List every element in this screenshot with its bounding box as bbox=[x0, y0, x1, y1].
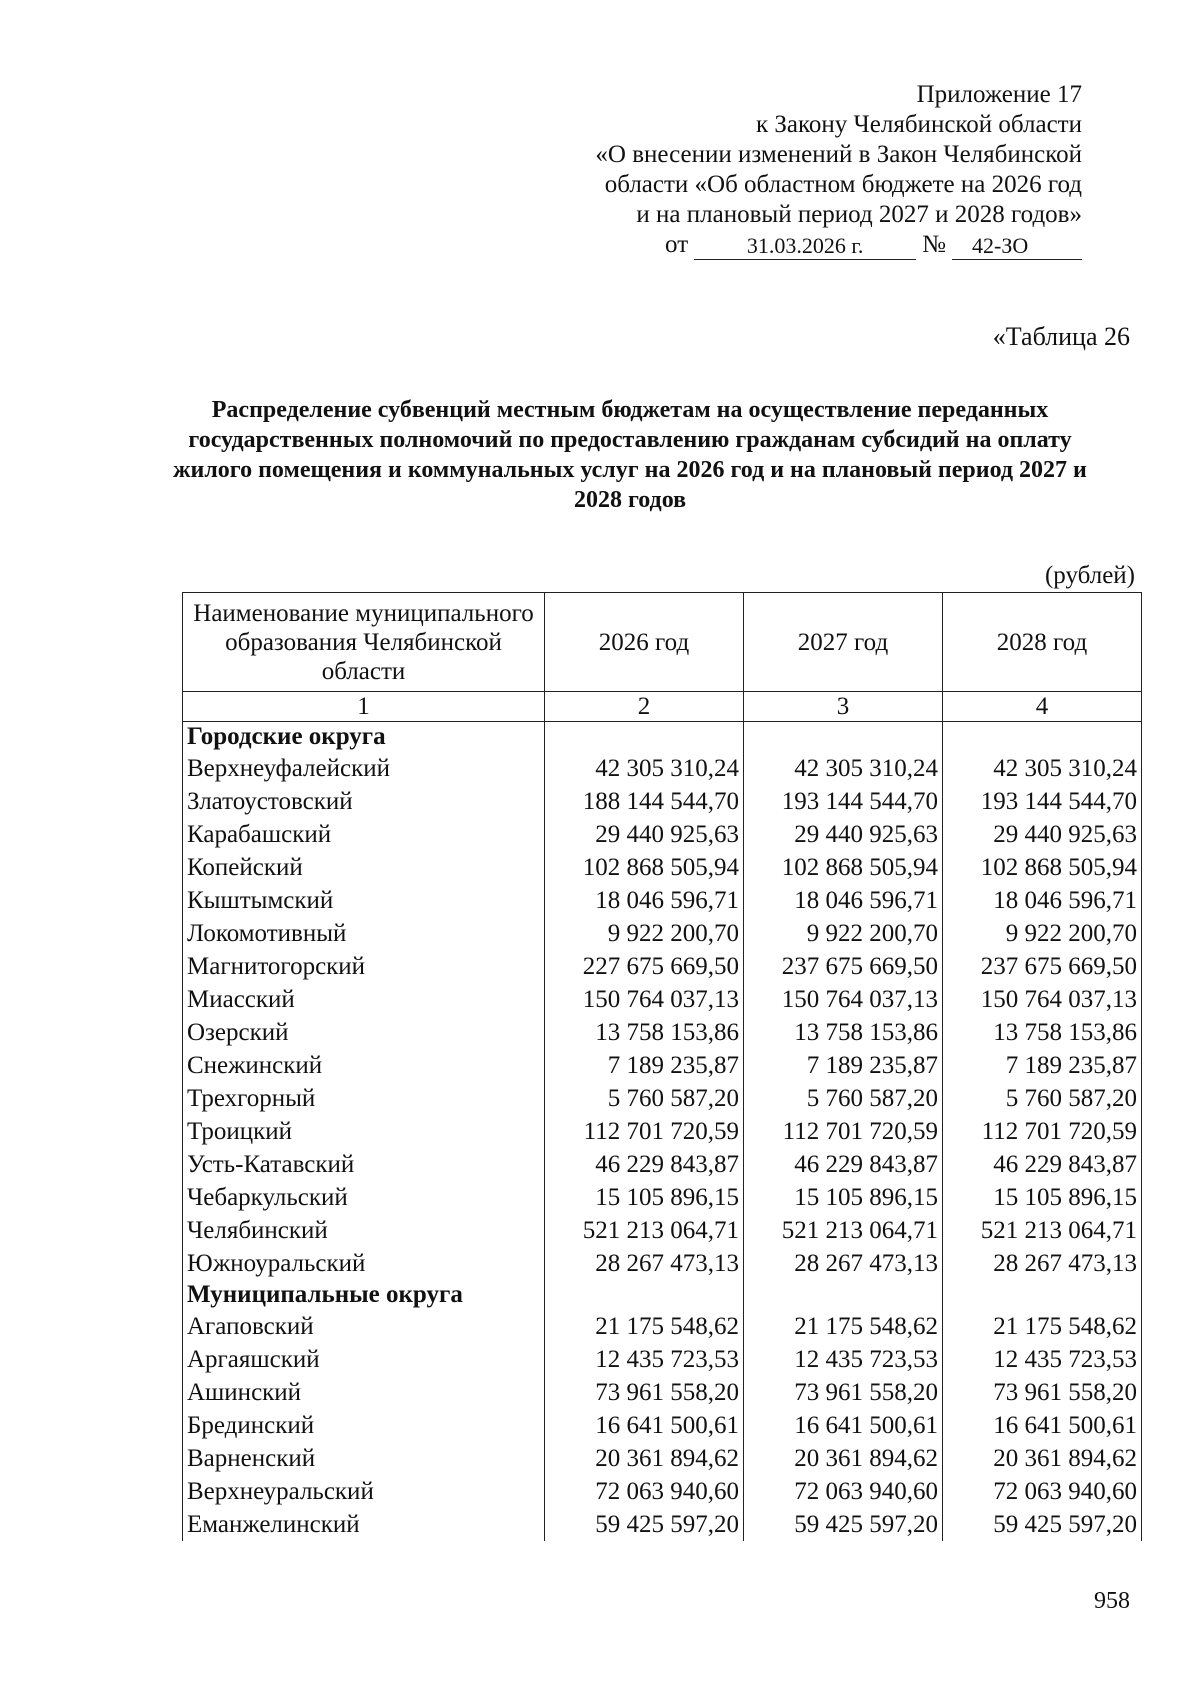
empty-cell bbox=[545, 722, 744, 753]
table-row bbox=[183, 752, 1142, 785]
value-2026: 150 764 037,13 bbox=[545, 983, 744, 1016]
value-2026: 28 267 473,13 bbox=[545, 1247, 744, 1280]
municipality-name: Южноуральский bbox=[183, 1247, 545, 1280]
header-2028: 2028 год bbox=[943, 593, 1142, 692]
value-2027: 28 267 473,13 bbox=[744, 1247, 943, 1280]
municipality-name: Миасский bbox=[183, 983, 545, 1016]
value-2028: 73 961 558,20 bbox=[943, 1376, 1142, 1409]
table-row bbox=[183, 1442, 1142, 1475]
value-2026: 112 701 720,59 bbox=[545, 1115, 744, 1148]
value-2028: 7 189 235,87 bbox=[943, 1049, 1142, 1082]
value-2028: 29 440 925,63 bbox=[943, 818, 1142, 851]
value-2026: 42 305 310,24 bbox=[545, 752, 744, 785]
value-2028: 46 229 843,87 bbox=[943, 1148, 1142, 1181]
value-2028: 112 701 720,59 bbox=[943, 1115, 1142, 1148]
value-2026: 29 440 925,63 bbox=[545, 818, 744, 851]
value-2027: 73 961 558,20 bbox=[744, 1376, 943, 1409]
table-header-row bbox=[183, 593, 1142, 692]
value-2028: 237 675 669,50 bbox=[943, 950, 1142, 983]
table-row bbox=[183, 1310, 1142, 1343]
value-2027: 59 425 597,20 bbox=[744, 1508, 943, 1541]
value-2028: 193 144 544,70 bbox=[943, 785, 1142, 818]
municipality-name: Верхнеуральский bbox=[183, 1475, 545, 1508]
table-row bbox=[183, 1082, 1142, 1115]
value-2028: 20 361 894,62 bbox=[943, 1442, 1142, 1475]
value-2027: 18 046 596,71 bbox=[744, 884, 943, 917]
value-2028: 72 063 940,60 bbox=[943, 1475, 1142, 1508]
appendix-line-4: области «Об областном бюджете на 2026 год bbox=[604, 171, 1082, 198]
date-prefix: от bbox=[665, 231, 689, 258]
municipality-name: Брединский bbox=[183, 1409, 545, 1442]
value-2027: 193 144 544,70 bbox=[744, 785, 943, 818]
table-row bbox=[183, 1343, 1142, 1376]
table-row bbox=[183, 983, 1142, 1016]
table-row bbox=[183, 1049, 1142, 1082]
table-row bbox=[183, 1409, 1142, 1442]
value-2027: 9 922 200,70 bbox=[744, 917, 943, 950]
value-2027: 20 361 894,62 bbox=[744, 1442, 943, 1475]
value-2026: 72 063 940,60 bbox=[545, 1475, 744, 1508]
value-2028: 42 305 310,24 bbox=[943, 752, 1142, 785]
law-number: 42-ЗО bbox=[952, 233, 1082, 260]
table-row bbox=[183, 1016, 1142, 1049]
municipality-name: Магнитогорский bbox=[183, 950, 545, 983]
value-2026: 5 760 587,20 bbox=[545, 1082, 744, 1115]
column-number-2: 2 bbox=[545, 692, 744, 722]
value-2026: 12 435 723,53 bbox=[545, 1343, 744, 1376]
empty-cell bbox=[545, 1280, 744, 1310]
value-2026: 46 229 843,87 bbox=[545, 1148, 744, 1181]
value-2026: 227 675 669,50 bbox=[545, 950, 744, 983]
value-2027: 5 760 587,20 bbox=[744, 1082, 943, 1115]
table-row bbox=[183, 1376, 1142, 1409]
value-2028: 9 922 200,70 bbox=[943, 917, 1142, 950]
municipality-name: Челябинский bbox=[183, 1214, 545, 1247]
appendix-line-5: и на плановый период 2027 и 2028 годов» bbox=[636, 201, 1082, 228]
empty-cell bbox=[943, 722, 1142, 753]
table-row bbox=[183, 950, 1142, 983]
table-row bbox=[183, 785, 1142, 818]
municipality-name: Кыштымский bbox=[183, 884, 545, 917]
table-label: «Таблица 26 bbox=[992, 322, 1130, 351]
value-2027: 112 701 720,59 bbox=[744, 1115, 943, 1148]
value-2026: 102 868 505,94 bbox=[545, 851, 744, 884]
empty-cell bbox=[744, 1280, 943, 1310]
value-2026: 21 175 548,62 bbox=[545, 1310, 744, 1343]
municipality-name: Локомотивный bbox=[183, 917, 545, 950]
value-2026: 521 213 064,71 bbox=[545, 1214, 744, 1247]
appendix-line-2: к Закону Челябинской области bbox=[756, 111, 1082, 138]
section-title: Городские округа bbox=[183, 722, 545, 753]
subvention-table bbox=[182, 592, 1142, 1541]
value-2027: 102 868 505,94 bbox=[744, 851, 943, 884]
value-2028: 28 267 473,13 bbox=[943, 1247, 1142, 1280]
municipality-name: Еманжелинский bbox=[183, 1508, 545, 1541]
municipality-name: Усть-Катавский bbox=[183, 1148, 545, 1181]
municipality-name: Агаповский bbox=[183, 1310, 545, 1343]
value-2026: 9 922 200,70 bbox=[545, 917, 744, 950]
table-row bbox=[183, 1247, 1142, 1280]
value-2026: 73 961 558,20 bbox=[545, 1376, 744, 1409]
municipality-name: Верхнеуфалейский bbox=[183, 752, 545, 785]
municipality-name: Троицкий bbox=[183, 1115, 545, 1148]
value-2027: 72 063 940,60 bbox=[744, 1475, 943, 1508]
municipality-name: Златоустовский bbox=[183, 785, 545, 818]
value-2028: 59 425 597,20 bbox=[943, 1508, 1142, 1541]
appendix-line-1: Приложение 17 bbox=[916, 81, 1082, 108]
table-body bbox=[183, 722, 1142, 1542]
value-2026: 18 046 596,71 bbox=[545, 884, 744, 917]
municipality-name: Копейский bbox=[183, 851, 545, 884]
value-2026: 59 425 597,20 bbox=[545, 1508, 744, 1541]
value-2026: 16 641 500,61 bbox=[545, 1409, 744, 1442]
section-title: Муниципальные округа bbox=[183, 1280, 545, 1310]
column-number-4: 4 bbox=[943, 692, 1142, 722]
municipality-name: Снежинский bbox=[183, 1049, 545, 1082]
column-number-row bbox=[183, 692, 1142, 722]
table-row bbox=[183, 818, 1142, 851]
value-2026: 13 758 153,86 bbox=[545, 1016, 744, 1049]
table-row bbox=[183, 1475, 1142, 1508]
value-2028: 15 105 896,15 bbox=[943, 1181, 1142, 1214]
value-2027: 521 213 064,71 bbox=[744, 1214, 943, 1247]
value-2027: 42 305 310,24 bbox=[744, 752, 943, 785]
value-2026: 15 105 896,15 bbox=[545, 1181, 744, 1214]
table-row bbox=[183, 1115, 1142, 1148]
municipality-name: Аргаяшский bbox=[183, 1343, 545, 1376]
header-2027: 2027 год bbox=[744, 593, 943, 692]
date-number-line bbox=[522, 230, 1082, 260]
section-header-row bbox=[183, 722, 1142, 753]
value-2028: 13 758 153,86 bbox=[943, 1016, 1142, 1049]
municipality-name: Карабашский bbox=[183, 818, 545, 851]
value-2026: 20 361 894,62 bbox=[545, 1442, 744, 1475]
value-2027: 21 175 548,62 bbox=[744, 1310, 943, 1343]
value-2028: 18 046 596,71 bbox=[943, 884, 1142, 917]
table-row bbox=[183, 1508, 1142, 1541]
document-title: Распределение субвенций местным бюджетам на осуществление переданных государственных полномочий по предоставлению гражданам субсидий на оплату жилого помещения и коммунальных услуг на 2026 год и на плановый период 2027 и 2028 годов bbox=[173, 397, 1087, 513]
header-2026: 2026 год bbox=[545, 593, 744, 692]
municipality-name: Трехгорный bbox=[183, 1082, 545, 1115]
value-2028: 16 641 500,61 bbox=[943, 1409, 1142, 1442]
value-2028: 150 764 037,13 bbox=[943, 983, 1142, 1016]
table-row bbox=[183, 1148, 1142, 1181]
page-number: 958 bbox=[1094, 1588, 1130, 1614]
column-number-1: 1 bbox=[183, 692, 545, 722]
column-number-3: 3 bbox=[744, 692, 943, 722]
value-2028: 21 175 548,62 bbox=[943, 1310, 1142, 1343]
value-2028: 12 435 723,53 bbox=[943, 1343, 1142, 1376]
section-header-row bbox=[183, 1280, 1142, 1310]
municipality-name: Ашинский bbox=[183, 1376, 545, 1409]
value-2027: 29 440 925,63 bbox=[744, 818, 943, 851]
value-2027: 12 435 723,53 bbox=[744, 1343, 943, 1376]
municipality-name: Озерский bbox=[183, 1016, 545, 1049]
value-2028: 102 868 505,94 bbox=[943, 851, 1142, 884]
value-2027: 7 189 235,87 bbox=[744, 1049, 943, 1082]
value-2027: 13 758 153,86 bbox=[744, 1016, 943, 1049]
table-row bbox=[183, 1181, 1142, 1214]
table-row bbox=[183, 917, 1142, 950]
table-row bbox=[183, 851, 1142, 884]
appendix-line-3: «О внесении изменений в Закон Челябинской bbox=[595, 141, 1082, 168]
value-2027: 46 229 843,87 bbox=[744, 1148, 943, 1181]
number-sign: № bbox=[922, 231, 946, 258]
table-row bbox=[183, 1214, 1142, 1247]
units-label: (рублей) bbox=[1044, 562, 1135, 589]
value-2026: 7 189 235,87 bbox=[545, 1049, 744, 1082]
empty-cell bbox=[943, 1280, 1142, 1310]
law-date: 31.03.2026 г. bbox=[694, 233, 916, 260]
municipality-name: Чебаркульский bbox=[183, 1181, 545, 1214]
table-row bbox=[183, 884, 1142, 917]
municipality-name: Варненский bbox=[183, 1442, 545, 1475]
value-2027: 150 764 037,13 bbox=[744, 983, 943, 1016]
value-2028: 521 213 064,71 bbox=[943, 1214, 1142, 1247]
value-2026: 188 144 544,70 bbox=[545, 785, 744, 818]
empty-cell bbox=[744, 722, 943, 753]
value-2028: 5 760 587,20 bbox=[943, 1082, 1142, 1115]
value-2027: 16 641 500,61 bbox=[744, 1409, 943, 1442]
appendix-header bbox=[522, 80, 1082, 260]
header-municipality: Наименование муниципального образования Челябинской области bbox=[183, 593, 545, 692]
value-2027: 15 105 896,15 bbox=[744, 1181, 943, 1214]
value-2027: 237 675 669,50 bbox=[744, 950, 943, 983]
